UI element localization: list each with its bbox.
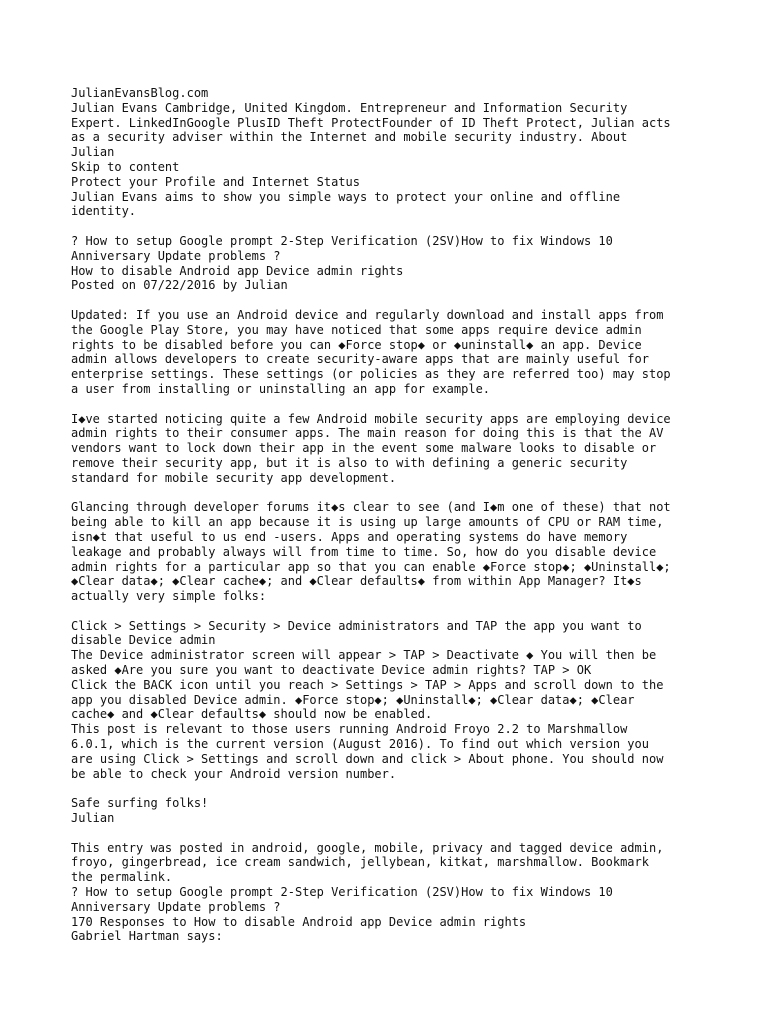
step-line: Click > Settings > Security > Device administrators and TAP the app you want to (71, 618, 642, 633)
step-line: The Device administrator screen will appear > TAP > Deactivate ◆ You will then be (71, 648, 657, 663)
paragraph-line: admin allows developers to create security-aware apps that are mainly useful for (71, 352, 649, 367)
site-tagline-title: Protect your Profile and Internet Status (71, 174, 360, 189)
paragraph-line: vendors want to lock down their app in the event some malware looks to disable or (71, 441, 657, 456)
spacer (71, 397, 711, 412)
post-nav-link[interactable]: ? How to setup Google prompt 2-Step Verification (2SV)How to fix Windows 10 (71, 233, 613, 248)
site-tagline: Julian Evans aims to show you simple ways to protect your online and offline (71, 189, 621, 204)
spacer (71, 293, 711, 308)
paragraph-line: admin rights to their consumer apps. The main reason for doing this is that the AV (71, 426, 664, 441)
paragraph-line: admin rights for a particular app so that you can enable ◆Force stop◆; ◆Uninstall◆; (71, 559, 671, 574)
footer-line[interactable]: froyo, gingerbread, ice cream sandwich, jellybean, kitkat, marshmallow. Bookmark (71, 855, 649, 870)
site-tagline: identity. (71, 204, 137, 219)
post-navigation-top[interactable] (71, 234, 711, 264)
steps-list (71, 619, 711, 782)
spacer (71, 781, 711, 796)
post-meta: Posted on 07/22/2016 by Julian (71, 278, 288, 293)
signoff-line: Safe surfing folks! (71, 796, 209, 811)
post-footer (71, 841, 711, 885)
step-line: app you disabled Device admin. ◆Force stop◆; ◆Uninstall◆; ◆Clear data◆; ◆Clear (71, 692, 635, 707)
paragraph-line: the Google Play Store, you may have noticed that some apps require device admin (71, 322, 642, 337)
post-navigation-bottom[interactable] (71, 885, 711, 915)
post-nav-link[interactable]: ? How to setup Google prompt 2-Step Verification (2SV)How to fix Windows 10 (71, 885, 613, 900)
signoff-author: Julian (71, 811, 115, 826)
site-title-link[interactable]: JulianEvansBlog.com (71, 86, 209, 100)
bio-line: Julian Evans Cambridge, United Kingdom. Entrepreneur and Information Security (71, 100, 628, 115)
paragraph-line: rights to be disabled before you can ◆Force stop◆ or ◆uninstall◆ an app. Device (71, 337, 642, 352)
bio-line: Julian (71, 145, 115, 160)
step-line: are using Click > Settings and scroll down and click > About phone. You should now (71, 751, 664, 766)
permalink-link[interactable]: the permalink. (71, 870, 173, 885)
spacer (71, 826, 711, 841)
footer-line[interactable]: This entry was posted in android, google, mobile, privacy and tagged device admin, (71, 840, 664, 855)
post-title: How to disable Android app Device admin rights (71, 263, 404, 278)
paragraph-line: actually very simple folks: (71, 589, 267, 604)
post-nav-link[interactable]: Anniversary Update problems ? (71, 248, 281, 263)
paragraph (71, 308, 711, 397)
step-line: This post is relevant to those users running Android Froyo 2.2 to Marshmallow (71, 722, 628, 737)
step-line: asked ◆Are you sure you want to deactivate Device admin rights? TAP > OK (71, 663, 592, 678)
step-line: 6.0.1, which is the current version (August 2016). To find out which version you (71, 737, 649, 752)
paragraph-line: Updated: If you use an Android device and regularly download and install apps from (71, 307, 664, 322)
paragraph-line: Glancing through developer forums it◆s clear to see (and I◆m one of these) that not (71, 500, 671, 515)
paragraph-line: remove their security app, but it is also to with defining a generic security (71, 455, 628, 470)
spacer (71, 219, 711, 234)
comments-heading: 170 Responses to How to disable Android app Device admin rights (71, 914, 527, 929)
paragraph-line: ◆Clear data◆; ◆Clear cache◆; and ◆Clear defaults◆ from within App Manager? It◆s (71, 574, 642, 589)
paragraph (71, 500, 711, 604)
step-line: Click the BACK icon until you reach > Settings > TAP > Apps and scroll down to the (71, 677, 664, 692)
step-line: cache◆ and ◆Clear defaults◆ should now be enabled. (71, 707, 433, 722)
paragraph-line: being able to kill an app because it is using up large amounts of CPU or RAM time, (71, 515, 664, 530)
comment-author: Gabriel Hartman says: (71, 929, 223, 944)
paragraph-line: enterprise settings. These settings (or policies as they are referred too) may stop (71, 367, 671, 382)
spacer (71, 486, 711, 501)
skip-to-content-link[interactable]: Skip to content (71, 159, 180, 174)
paragraph (71, 412, 711, 486)
post-nav-link[interactable]: Anniversary Update problems ? (71, 899, 281, 914)
paragraph-line: I◆ve started noticing quite a few Android mobile security apps are employing device (71, 411, 671, 426)
paragraph-line: leakage and probably always will from time to time. So, how do you disable device (71, 544, 657, 559)
spacer (71, 604, 711, 619)
author-bio (71, 101, 711, 160)
paragraph-line: standard for mobile security app development. (71, 470, 397, 485)
paragraph-line: isn◆t that useful to us end -users. Apps and operating systems do have memory (71, 529, 628, 544)
bio-line: Expert. LinkedInGoogle PlusID Theft ProtectFounder of ID Theft Protect, Julian acts (71, 115, 671, 130)
document-page (71, 86, 711, 944)
bio-line: as a security adviser within the Internet and mobile security industry. About (71, 130, 628, 145)
step-line: be able to check your Android version number. (71, 766, 397, 781)
step-line: disable Device admin (71, 633, 216, 648)
paragraph-line: a user from installing or uninstalling an app for example. (71, 381, 491, 396)
